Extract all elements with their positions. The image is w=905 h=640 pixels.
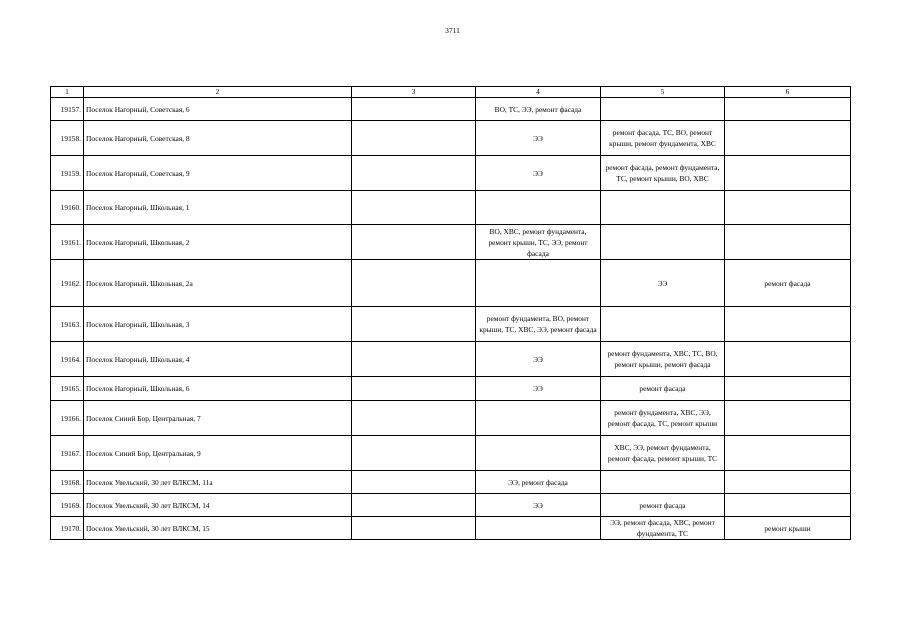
address-cell: Поселок Нагорный, Школьная, 3 — [84, 307, 352, 342]
table-row — [51, 401, 851, 436]
col6-cell: ремонт фасада — [725, 260, 851, 307]
address-cell: Поселок Синий Бор, Центральная, 9 — [84, 436, 352, 471]
col5-cell: ремонт фасада — [601, 494, 725, 517]
col5-cell: ХВС, ЭЭ, ремонт фундамента, ремонт фасада, ремонт крыши, ТС — [601, 436, 725, 471]
col6-cell — [725, 225, 851, 260]
address-cell: Поселок Нагорный, Советская, 9 — [84, 156, 352, 191]
col6-cell — [725, 342, 851, 377]
col3-cell — [352, 98, 476, 121]
col5-cell: ремонт фасада — [601, 377, 725, 401]
column-header: 6 — [725, 87, 851, 98]
address-cell: Поселок Нагорный, Школьная, 2 — [84, 225, 352, 260]
column-header: 1 — [51, 87, 84, 98]
address-cell: Поселок Нагорный, Школьная, 2а — [84, 260, 352, 307]
col4-cell: ЭЭ, ремонт фасада — [476, 471, 601, 494]
col5-cell: ЭЭ, ремонт фасада, ХВС, ремонт фундамента, ТС — [601, 517, 725, 540]
row-number: 19159. — [51, 156, 84, 191]
col5-cell — [601, 98, 725, 121]
col4-cell: ЭЭ — [476, 156, 601, 191]
row-number: 19169. — [51, 494, 84, 517]
col4-cell — [476, 517, 601, 540]
col4-cell: ЭЭ — [476, 121, 601, 156]
address-cell: Поселок Нагорный, Советская, 6 — [84, 98, 352, 121]
col4-cell: ВО, ХВС, ремонт фундамента, ремонт крыши, ТС, ЭЭ, ремонт фасада — [476, 225, 601, 260]
col5-cell: ремонт фундамента, ХВС, ТС, ВО, ремонт крыши, ремонт фасада — [601, 342, 725, 377]
address-cell: Поселок Нагорный, Школьная, 6 — [84, 377, 352, 401]
col3-cell — [352, 121, 476, 156]
row-number: 19158. — [51, 121, 84, 156]
table-row — [51, 225, 851, 260]
col4-cell: ЭЭ — [476, 342, 601, 377]
col3-cell — [352, 377, 476, 401]
row-number: 19163. — [51, 307, 84, 342]
address-cell: Поселок Увельский, 30 лет ВЛКСМ, 14 — [84, 494, 352, 517]
col3-cell — [352, 156, 476, 191]
table-row — [51, 191, 851, 225]
address-cell: Поселок Нагорный, Школьная, 1 — [84, 191, 352, 225]
table-row — [51, 377, 851, 401]
col3-cell — [352, 436, 476, 471]
col4-cell: ремонт фундамента, ВО, ремонт крыши, ТС, ХВС, ЭЭ, ремонт фасада — [476, 307, 601, 342]
col6-cell — [725, 471, 851, 494]
table-row — [51, 156, 851, 191]
col5-cell — [601, 191, 725, 225]
col6-cell — [725, 377, 851, 401]
col5-cell: ремонт фасада, ТС, ВО, ремонт крыши, ремонт фундамента, ХВС — [601, 121, 725, 156]
row-number: 19166. — [51, 401, 84, 436]
table-row — [51, 494, 851, 517]
column-header: 2 — [84, 87, 352, 98]
col6-cell — [725, 436, 851, 471]
column-header: 4 — [476, 87, 601, 98]
row-number: 19170. — [51, 517, 84, 540]
col3-cell — [352, 517, 476, 540]
col3-cell — [352, 260, 476, 307]
col3-cell — [352, 342, 476, 377]
col5-cell — [601, 307, 725, 342]
col3-cell — [352, 191, 476, 225]
table-row — [51, 342, 851, 377]
repair-schedule-table — [50, 86, 851, 540]
column-header: 5 — [601, 87, 725, 98]
row-number: 19167. — [51, 436, 84, 471]
col4-cell — [476, 260, 601, 307]
col5-cell: ремонт фундамента, ХВС, ЭЭ, ремонт фасада, ТС, ремонт крыши — [601, 401, 725, 436]
table-row — [51, 471, 851, 494]
row-number: 19164. — [51, 342, 84, 377]
col3-cell — [352, 307, 476, 342]
col5-cell — [601, 225, 725, 260]
row-number: 19160. — [51, 191, 84, 225]
address-cell: Поселок Увельский, 30 лет ВЛКСМ, 11а — [84, 471, 352, 494]
page-number: 3711 — [445, 26, 460, 35]
col3-cell — [352, 401, 476, 436]
col6-cell — [725, 494, 851, 517]
table-row — [51, 260, 851, 307]
row-number: 19161. — [51, 225, 84, 260]
table-row — [51, 121, 851, 156]
row-number: 19157. — [51, 98, 84, 121]
table-row — [51, 307, 851, 342]
col4-cell — [476, 191, 601, 225]
table-row — [51, 436, 851, 471]
address-cell: Поселок Нагорный, Школьная, 4 — [84, 342, 352, 377]
row-number: 19162. — [51, 260, 84, 307]
col5-cell: ЭЭ — [601, 260, 725, 307]
col6-cell — [725, 156, 851, 191]
col4-cell — [476, 401, 601, 436]
row-number: 19165. — [51, 377, 84, 401]
address-cell: Поселок Увельский, 30 лет ВЛКСМ, 15 — [84, 517, 352, 540]
row-number: 19168. — [51, 471, 84, 494]
column-header: 3 — [352, 87, 476, 98]
col4-cell: ВО, ТС, ЭЭ, ремонт фасада — [476, 98, 601, 121]
table-row — [51, 98, 851, 121]
col3-cell — [352, 494, 476, 517]
col4-cell: ЭЭ — [476, 377, 601, 401]
col6-cell — [725, 121, 851, 156]
col4-cell: ЭЭ — [476, 494, 601, 517]
col6-cell — [725, 98, 851, 121]
col6-cell — [725, 401, 851, 436]
address-cell: Поселок Синий Бор, Центральная, 7 — [84, 401, 352, 436]
address-cell: Поселок Нагорный, Советская, 8 — [84, 121, 352, 156]
col5-cell: ремонт фасада, ремонт фундамента, ТС, ремонт крыши, ВО, ХВС — [601, 156, 725, 191]
col6-cell: ремонт крыши — [725, 517, 851, 540]
col3-cell — [352, 225, 476, 260]
col6-cell — [725, 307, 851, 342]
col4-cell — [476, 436, 601, 471]
col6-cell — [725, 191, 851, 225]
col3-cell — [352, 471, 476, 494]
table-row — [51, 517, 851, 540]
column-number-header-row — [51, 87, 851, 98]
col5-cell — [601, 471, 725, 494]
